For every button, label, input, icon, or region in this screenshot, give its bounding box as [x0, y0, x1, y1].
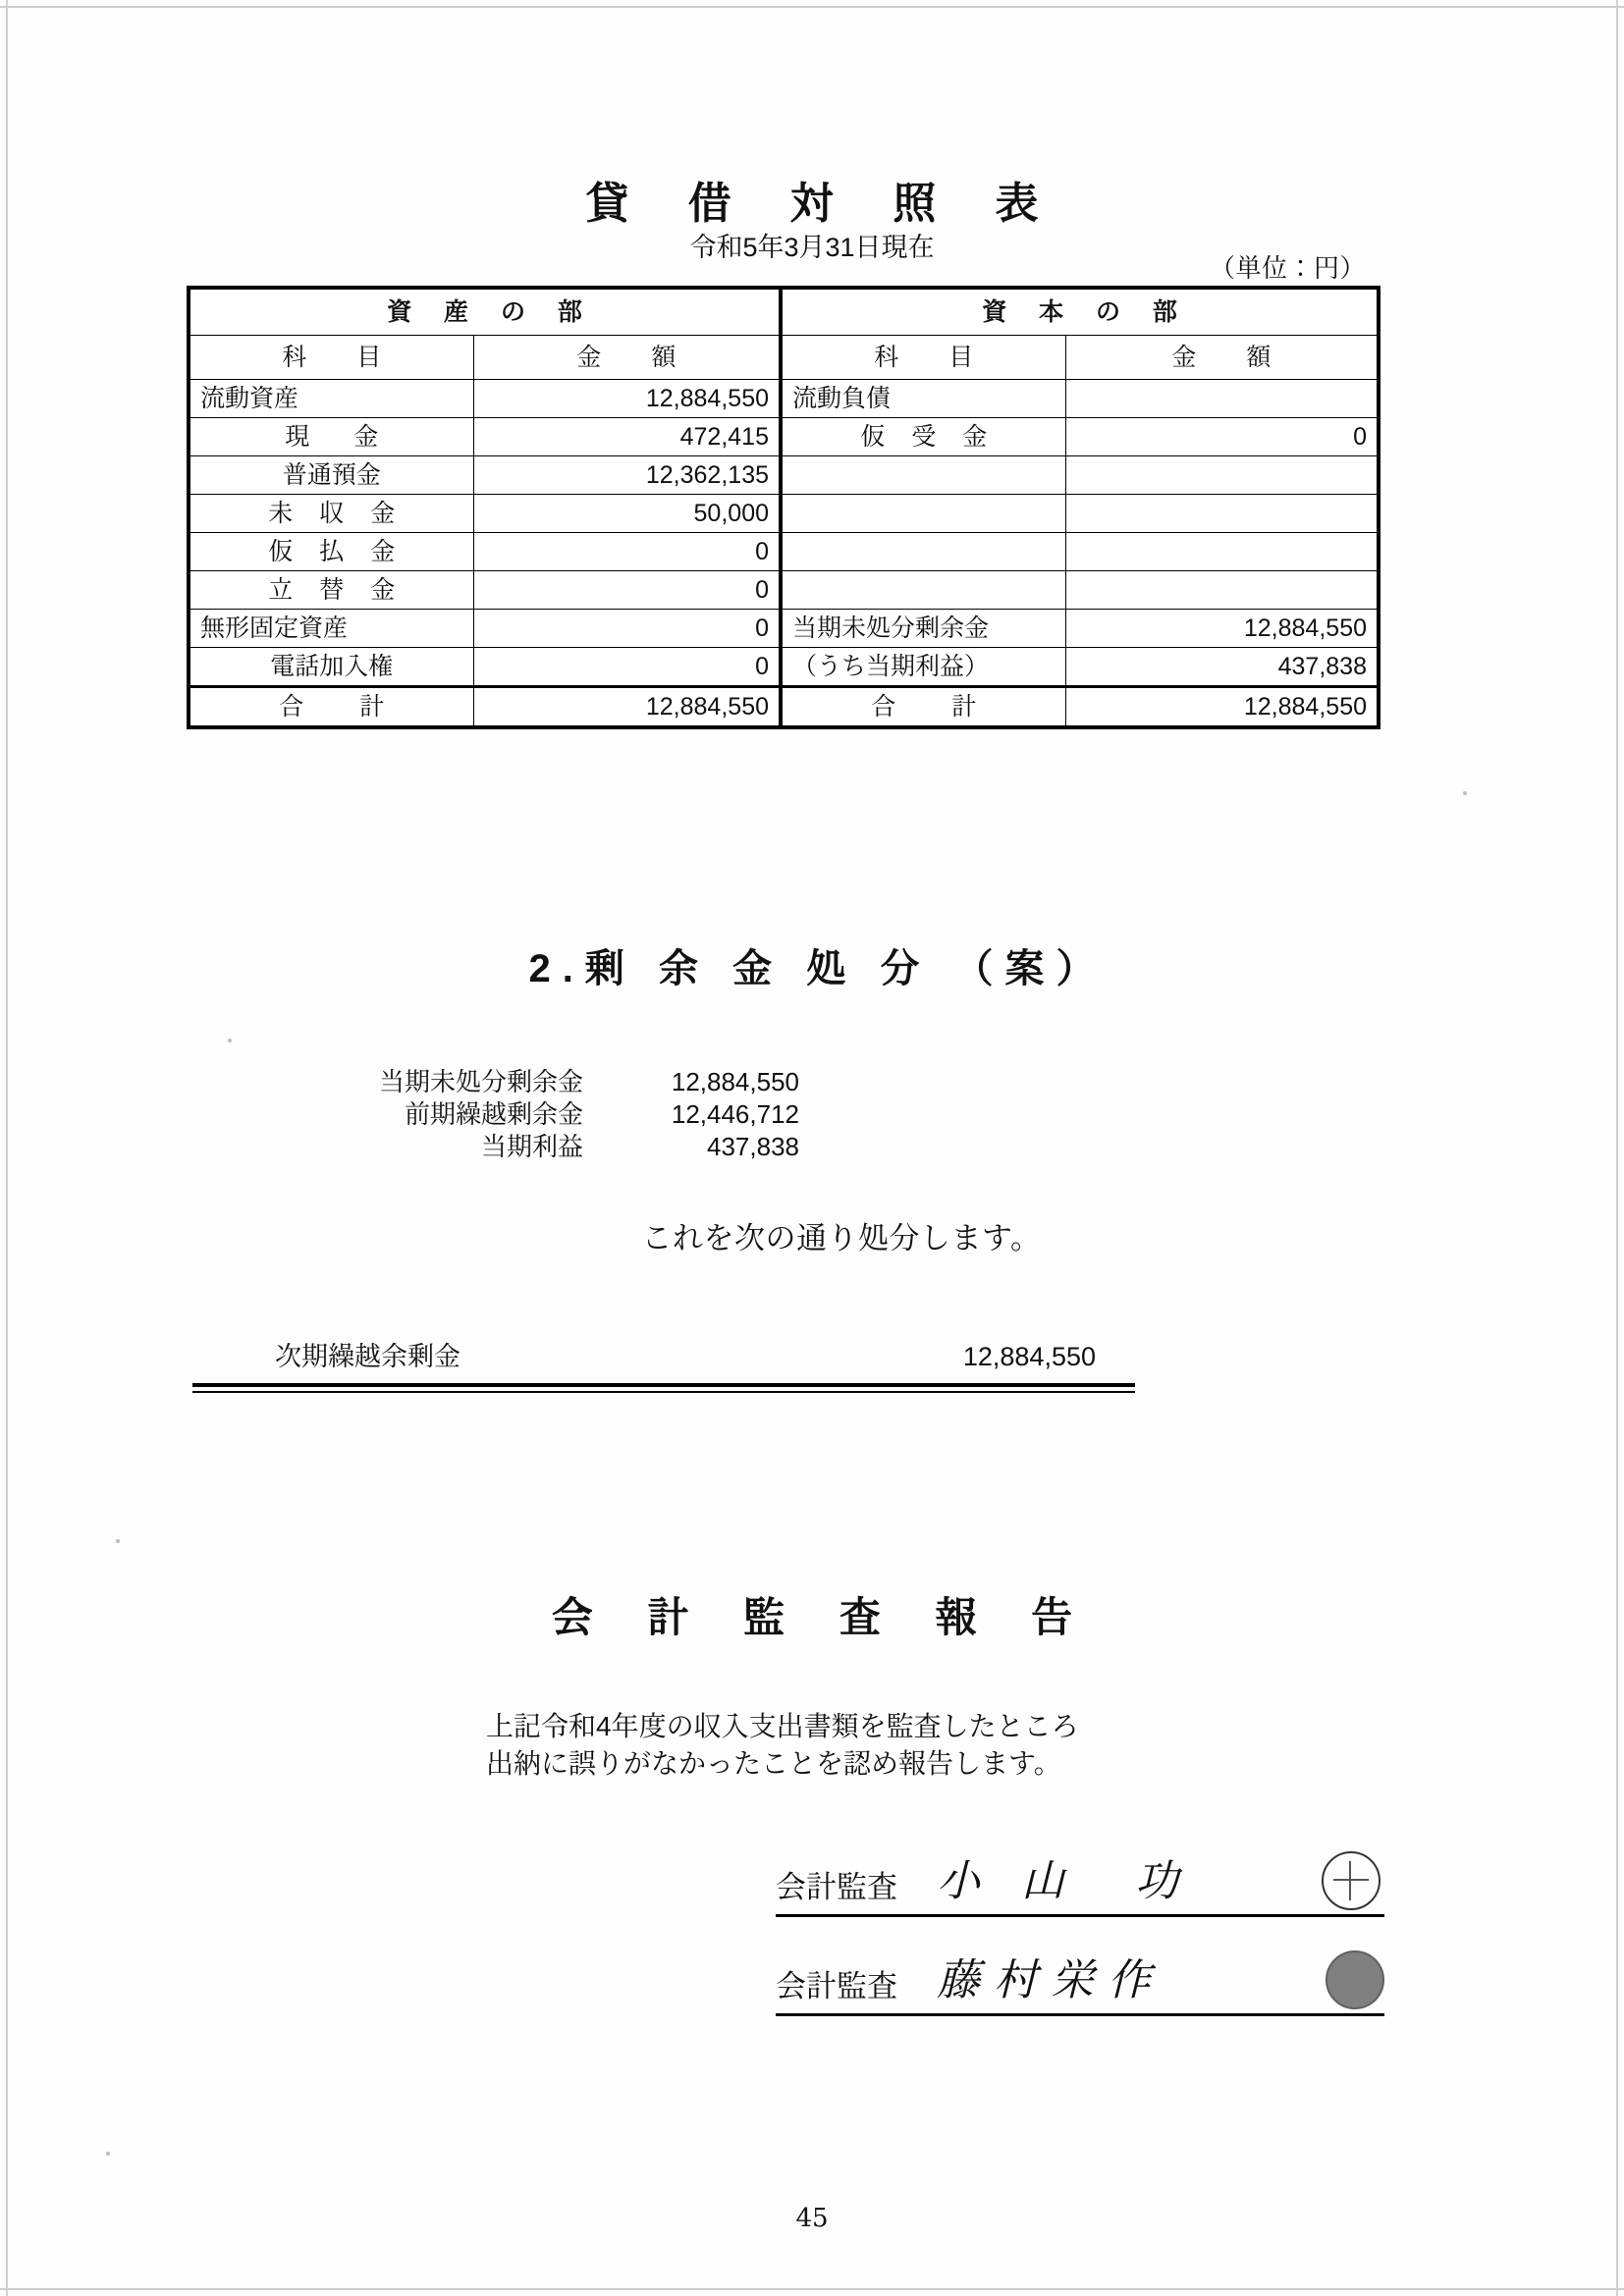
signature-area	[776, 1843, 1384, 2042]
row-amount-left: 0	[473, 571, 781, 610]
column-header-amount-left: 金 額	[473, 336, 781, 380]
signature-name-handwritten: 小 山 功	[937, 1856, 1192, 1906]
list-item	[253, 1098, 803, 1131]
section-header-capital: 資 本 の 部	[781, 288, 1379, 336]
balance-sheet-table	[187, 286, 1380, 729]
row-label-right	[781, 533, 1065, 571]
carryover-block	[192, 1335, 1135, 1393]
audit-body-line-1: 上記令和4年度の収入支出書類を監査したところ	[486, 1711, 1079, 1741]
signature-role-label: 会計監査	[776, 1870, 897, 1904]
row-amount-left: 12,362,135	[473, 456, 781, 495]
double-rule	[192, 1383, 1135, 1393]
surplus-item-label: 当期未処分剰余金	[378, 1067, 583, 1096]
row-amount-left: 0	[473, 610, 781, 648]
table-column-header-row	[189, 336, 1379, 380]
table-row	[189, 533, 1379, 571]
row-label-right	[781, 456, 1065, 495]
title-block	[0, 180, 1624, 262]
page-title: 貸 借 対 照 表	[585, 180, 1062, 228]
double-rule-inner	[192, 1391, 1135, 1393]
scan-speck	[1463, 791, 1467, 795]
row-label-left: 無形固定資産	[189, 610, 473, 648]
signature-role-label: 会計監査	[776, 1969, 897, 2003]
page-number: 45	[795, 2204, 829, 2233]
scan-edge-top	[0, 6, 1624, 8]
signature-row-auditor-2	[776, 1943, 1384, 2016]
surplus-disposal-list	[253, 1066, 803, 1163]
table-row	[189, 456, 1379, 495]
row-label-right: 仮 受 金	[781, 418, 1065, 456]
row-label-right	[781, 495, 1065, 533]
scan-edge-left	[6, 0, 8, 2296]
row-label-left: 仮 払 金	[189, 533, 473, 571]
table-row	[189, 571, 1379, 610]
scan-speck	[228, 1039, 232, 1042]
column-header-amount-right: 金 額	[1065, 336, 1379, 380]
row-label-left: 流動資産	[189, 380, 473, 418]
carryover-value: 12,884,550	[962, 1342, 1096, 1371]
column-header-account-right: 科 目	[781, 336, 1065, 380]
balance-sheet-body	[189, 288, 1379, 727]
scan-speck	[116, 1539, 120, 1543]
row-label-left: 普通預金	[189, 456, 473, 495]
carryover-row	[192, 1335, 1135, 1383]
scan-edge-bottom	[0, 2288, 1624, 2290]
table-row	[189, 610, 1379, 648]
surplus-item-label: 当期利益	[480, 1132, 583, 1161]
scan-edge-right	[1616, 0, 1618, 2296]
row-amount-right	[1065, 533, 1379, 571]
signature-row-auditor-1	[776, 1843, 1384, 1917]
scan-speck	[106, 2152, 110, 2156]
row-label-right: 流動負債	[781, 380, 1065, 418]
row-label-right	[781, 571, 1065, 610]
disposal-note: これを次の通り処分します。	[641, 1221, 1042, 1255]
section-header-assets: 資 産 の 部	[189, 288, 781, 336]
row-amount-left: 12,884,550	[473, 380, 781, 418]
table-row	[189, 418, 1379, 456]
row-amount-left: 0	[473, 648, 781, 687]
row-amount-right: 0	[1065, 418, 1379, 456]
row-amount-right	[1065, 380, 1379, 418]
row-amount-left: 0	[473, 533, 781, 571]
audit-body-line-2: 出納に誤りがなかったことを認め報告します。	[486, 1748, 1061, 1779]
row-amount-right	[1065, 495, 1379, 533]
page-subtitle: 令和5年3月31日現在	[689, 232, 935, 262]
row-amount-left: 50,000	[473, 495, 781, 533]
surplus-item-label: 前期繰越剰余金	[404, 1099, 583, 1129]
total-amount-left: 12,884,550	[473, 687, 781, 728]
unit-note: （単位：円）	[1210, 253, 1367, 283]
column-header-account-left: 科 目	[189, 336, 473, 380]
list-item	[253, 1066, 803, 1098]
circular-outline-seal-icon	[1322, 1851, 1380, 1910]
table-row	[189, 648, 1379, 687]
surplus-item-value: 12,446,712	[671, 1099, 799, 1129]
row-label-right: （うち当期利益）	[781, 648, 1065, 687]
row-label-left: 電話加入権	[189, 648, 473, 687]
row-label-right: 当期未処分剰余金	[781, 610, 1065, 648]
audit-report-body	[0, 1708, 1624, 1783]
row-label-left: 未 収 金	[189, 495, 473, 533]
table-section-header-row	[189, 288, 1379, 336]
signature-name-handwritten: 藤村栄作	[937, 1955, 1164, 2005]
carryover-label: 次期繰越余剰金	[275, 1342, 460, 1371]
total-label-right: 合 計	[781, 687, 1065, 728]
row-amount-right	[1065, 571, 1379, 610]
row-label-left: 立 替 金	[189, 571, 473, 610]
surplus-item-value: 12,884,550	[671, 1067, 799, 1096]
list-item	[253, 1131, 803, 1163]
table-row	[189, 380, 1379, 418]
row-amount-right	[1065, 456, 1379, 495]
row-amount-right: 437,838	[1065, 648, 1379, 687]
row-amount-left: 472,415	[473, 418, 781, 456]
total-label-left: 合 計	[189, 687, 473, 728]
surplus-disposal-heading: 2.剰 余 金 処 分 （案）	[528, 947, 1108, 990]
circular-filled-seal-icon	[1326, 1950, 1384, 2009]
table-row	[189, 495, 1379, 533]
row-amount-right: 12,884,550	[1065, 610, 1379, 648]
total-amount-right: 12,884,550	[1065, 687, 1379, 728]
table-total-row	[189, 687, 1379, 728]
surplus-item-value: 437,838	[707, 1132, 799, 1161]
row-label-left: 現 金	[189, 418, 473, 456]
audit-report-heading: 会 計 監 査 報 告	[551, 1594, 1095, 1640]
